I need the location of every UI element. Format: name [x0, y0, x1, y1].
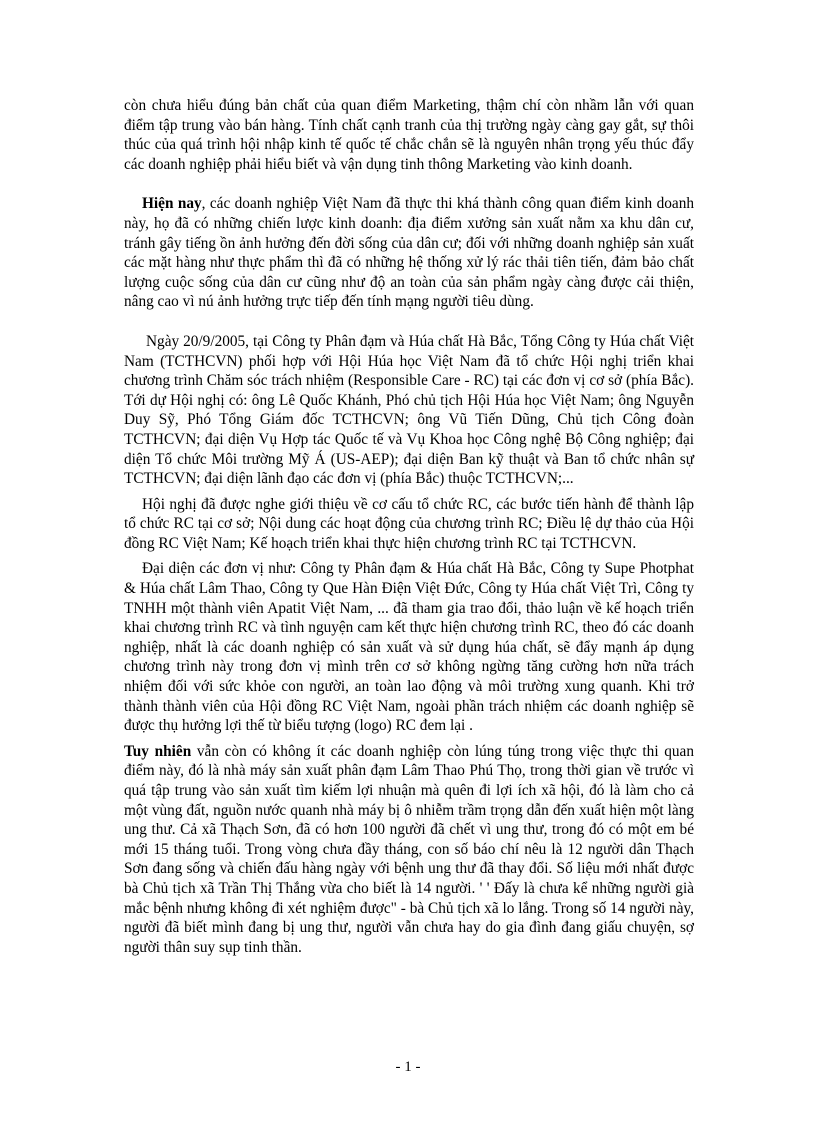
paragraph-tuy-nhien — [124, 742, 694, 958]
paragraph-conference — [124, 332, 694, 489]
paragraph-text: Ngày 20/9/2005, tại Công ty Phân đạm và Húa chất Hà Bắc, Tổng Công ty Húa chất Việt Nam (TCTHCVN) phối hợp với Hội Húa học Việt Nam đã tổ chức Hội nghị triển khai chương trình Chăm sóc trách nhiệm (Responsible Care - RC) tại các đơn vị cơ sở (phía Bắc). Tới dự Hội nghị có: ông Lê Quốc Khánh, Phó chủ tịch Hội Húa học Việt Nam; ông Nguyễn Duy Sỹ, Phó Tổng Giám đốc TCTHCVN; ông Vũ Tiến Dũng, Chủ tịch Công đoàn TCTHCVN; đại diện Vụ Hợp tác Quốc tế và Vụ Khoa học Công nghệ Bộ Công nghiệp; đại diện Tổ chức Môi trường Mỹ Á (US-AEP); đại diện Ban kỹ thuật và Ban tổ chức nhân sự TCTHCVN; đại diện lãnh đạo các đơn vị (phía Bắc) thuộc TCTHCVN;... — [124, 332, 694, 488]
paragraph-hien-nay — [124, 194, 694, 312]
paragraph-text: , các doanh nghiệp Việt Nam đã thực thi khá thành công quan điểm kinh doanh này, họ đã có những chiến lược kinh doanh: địa điểm xưởng sản xuất nằm xa khu dân cư, tránh gây tiếng ồn ảnh hưởng đến đời sống của dân cư; đối với những doanh nghiệp sản xuất các mặt hàng như thực phẩm thì đã có những hệ thống xử lý rác thải tiên tiến, đảm bảo chất lượng cuộc sống của dân cư cũng như độ an toàn của sản phẩm ngày càng được cải thiện, nâng cao vì nú ảnh hưởng trực tiếp đến tính mạng người tiêu dùng. — [124, 195, 694, 311]
paragraph-text: Hội nghị đã được nghe giới thiệu về cơ cấu tổ chức RC, các bước tiến hành để thành lập tổ chức RC tại cơ sở; Nội dung các hoạt động của chương trình RC; Điều lệ dự thảo của Hội đồng RC Việt Nam; Kế hoạch triển khai thực hiện chương trình RC tại TCTHCVN. — [124, 495, 694, 552]
paragraph-rc-introduction — [124, 495, 694, 554]
paragraph-marketing-intro — [124, 96, 694, 174]
paragraph-company-representatives — [124, 559, 694, 735]
paragraph-lead-bold: Tuy nhiên — [124, 742, 192, 760]
paragraph-text: còn chưa hiểu đúng bản chất của quan điểm Marketing, thậm chí còn nhầm lẫn với quan điểm tập trung vào bán hàng. Tính chất cạnh tranh của thị trường ngày càng gay gắt, sự thôi thúc của quá trình hội nhập kinh tế quốc tế chắc chắn sẽ là nguyên nhân trọng yếu thúc đẩy các doanh nghiệp phải hiểu biết và vận dụng tinh thông Marketing vào kinh doanh. — [124, 97, 694, 173]
paragraph-lead-bold: Hiện nay — [142, 195, 202, 213]
paragraph-text: Đại diện các đơn vị như: Công ty Phân đạm & Húa chất Hà Bắc, Công ty Supe Photphat & Húa chất Lâm Thao, Công ty Que Hàn Điện Việt Đức, Công ty Húa chất Việt Trì, Công ty TNHH một thành viên Apatit Việt Nam, ... đã tham gia trao đổi, thảo luận về kế hoạch triển khai chương trình RC và tình nguyện cam kết thực hiện chương trình RC, theo đó các doanh nghiệp, nhất là các doanh nghiệp có sản xuất và sử dụng húa chất, sẽ đẩy mạnh áp dụng chương trình này trong đơn vị mình trên cơ sở không ngừng tăng cường hơn nữa trách nhiệm đối với sức khỏe con người, an toàn lao động và môi trường xung quanh. Khi trở thành thành viên của Hội đồng RC Việt Nam, ngoài phần trách nhiệm các doanh nghiệp sẽ được thụ hưởng lợi thế từ biểu tượng (logo) RC đem lại . — [124, 560, 694, 735]
paragraph-text: vẫn còn có không ít các doanh nghiệp còn lúng túng trong việc thực thi quan điểm này, đó là nhà máy sản xuất phân đạm Lâm Thao Phú Thọ, trong thời gian về trước vì quá tập trung vào sản xuất tìm kiếm lợi nhuận mà quên đi lợi ích xã hội, đó là làm cho cả một vùng đất, nguồn nước quanh nhà máy bị ô nhiễm trầm trọng dẫn đến xuất hiện một làng ung thư. Cả xã Thạch Sơn, đã có hơn 100 người đã chết vì ung thư, trong đó có một em bé mới 15 tháng tuổi. Trong vòng chưa đầy tháng, con số báo chí nêu là 12 người dân Thạch Sơn đang sống và chiến đấu hàng ngày với bệnh ung thư đã thay đổi. Số liệu mới nhất được bà Chủ tịch xã Trần Thị Thắng vừa cho biết là 14 người. ' ' Đấy là chưa kể những người già mắc bệnh nhưng không đi xét nghiệm được" - bà Chủ tịch xã lo lắng. Trong số 14 người này, người đã biết mình đang bị ung thư, người vẫn chưa hay do gia đình đang giấu chuyện, sợ người thân suy sụp tinh thần. — [124, 742, 694, 956]
page-number: - 1 - — [395, 1059, 421, 1075]
document-body — [124, 96, 694, 957]
